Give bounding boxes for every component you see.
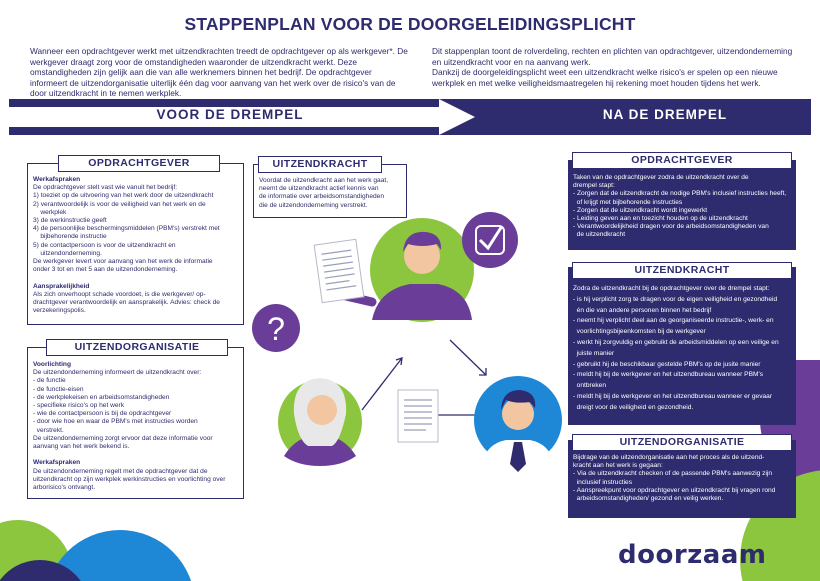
checkmark-icon (462, 212, 518, 268)
doorzaam-logo (618, 540, 788, 570)
logo-text: doorzaam (618, 540, 767, 570)
uitzendorganisatie-left-text: Voorlichting De uitzendonderneming informeert de uitzendkracht over: - de functie - de functie-eisen - de werkplekeisen en arbeidsomstandigheden - specifieke risico's op het werk - wie de contactpersoon is bij de opdrachtgever - door wie hoe en waar de PBM's met instructies worden verstrekt. De uitzendonderneming zorgt ervoor dat deze informatie voor aanvang van het werk bekend is. Werkafspraken De uitzendonderneming regelt met de opdrachtgever dat de uitzendkracht op zijn werkplek werkinstructies en voorlichting over arborisico's ontvangt. (33, 361, 226, 492)
man-with-document-icon (314, 218, 474, 322)
uitzendkracht-right-heading: UITZENDKRACHT (572, 262, 792, 279)
opdrachtgever-right-text: Taken van de opdrachtgever zodra de uitzendkracht over de drempel stapt: - Zorgen dat de uitzendkracht de nodige PBM's inclusief instructies heeft, of krijgt met bijbehorende instructies - Zorgen dat de uitzendkracht wordt ingewerkt - Leiding geven aan en toezicht houden op de uitzendkracht - Verantwoordelijkheid dragen voor de arbeidsomstandigheden van de uitzendkracht (573, 174, 787, 239)
woman-icon (278, 378, 362, 466)
opdrachtgever-left-heading: OPDRACHTGEVER (58, 155, 220, 172)
uitzendkracht-mid-text: Voordat de uitzendkracht aan het werk gaat, neemt de uitzendkracht actief kennis van de informatie over arbeidsomstandigheden die de uitzendonderneming verstrekt. (259, 177, 389, 209)
central-illustration (250, 210, 570, 495)
uitzendkracht-mid-heading: UITZENDKRACHT (258, 156, 382, 173)
document-icon (398, 390, 438, 442)
man-with-tie-icon (474, 376, 562, 472)
opdrachtgever-left-text: Werkafspraken De opdrachtgever stelt vast wie vanuit het bedrijf: 1) toeziet op de uitvoering van het werk door de uitzendkracht 2) verantwoordelijk is voor de veiligheid van het werk en de werkplek 3) de werkinstructie geeft 4) de persoonlijke beschermingsmiddelen (PBM's) verstrekt met bijbehorende instructie 5) de contactpersoon is voor de uitzendkracht en uitzendonderneming. De werkgever levert voor aanvang van het werk de informatie onder 3 tot en met 5 aan de uitzendonderneming. Aansprakelijkheid Als zich onverhoopt schade voordoet, is die werkgever/ op- drachtgever verantwoordelijk en aansprakelijk. Advies: check de verzekeringspolis. (33, 176, 220, 315)
na-de-drempel-label: NA DE DREMPEL (602, 107, 728, 122)
page-title: STAPPENPLAN VOOR DE DOORGELEIDINGSPLICHT (184, 14, 636, 34)
uitzendorganisatie-right-heading: UITZENDORGANISATIE (572, 434, 792, 451)
uitzendkracht-right-text: Zodra de uitzendkracht bij de opdrachtgever over de drempel stapt: - is hij verplicht zorg te dragen voor de eigen veiligheid en gezondheid én die van andere personen binnen het bedrijf - neemt hij verplicht deel aan de georganiseerde instructie-, werk- en voorlichtingsbijeenkomsten bij de werkgever - werkt hij zorgvuldig en gebruikt de arbeidsmiddelen op een veilige en juiste manier - gebruikt hij de beschikbaar gestelde PBM's op de jusite manier - meldt hij bij de werkgever en het uitzendbureau wanneer PBM's ontbreken - meldt hij bij de werkgever en het uitzendbureau wanneer er gevaar dreigt voor de veiligheid en gezondheid. (573, 285, 779, 411)
intro-left: Wanneer een opdrachtgever werkt met uitzendkrachten treedt de opdrachtgever op als werkgever*. De werkgever draagt zorg voor de omstandigheden waaronder de uitzendkracht werkt. Deze omstandigheden zijn gelijk aan die van alle werknemers binnen het bedrijf. De opdrachtgever informeert de uitzendorganisatie uiterlijk één dag voor aanvang van het werk over de risico's van de door uitzendkracht in te nemen werkplek. (30, 46, 408, 99)
uitzendorganisatie-right-text: Bijdrage van de uitzendorganisatie aan het proces als de uitzend- kracht aan het werk is gegaan: - Via de uitzendkracht checken of de passende PBM's aanwezig zijn inclusief instructies - Aanspreekpunt voor opdrachtgever en uitzendkracht bij vragen rond arbeidsomstandigheden/ gezond en veilig werken. (573, 454, 776, 503)
intro-right: Dit stappenplan toont de rolverdeling, rechten en plichten van opdrachtgever, uitzendonderneming en uitzendkracht voor en na aanvang werk. Dankzij de doorgeleidingsplicht weet een uitzendkracht welke risico's er spelen op een nieuwe werkplek en met welke veiligheidsmaatregelen hij rekening moet houden tijdens het werk. (432, 46, 793, 88)
voor-de-drempel-label: VOOR DE DREMPEL (156, 107, 304, 122)
uitzendorganisatie-left-heading: UITZENDORGANISATIE (46, 339, 228, 356)
opdrachtgever-right-heading: OPDRACHTGEVER (572, 152, 792, 169)
svg-text:?: ? (267, 311, 285, 347)
question-icon (252, 304, 300, 352)
